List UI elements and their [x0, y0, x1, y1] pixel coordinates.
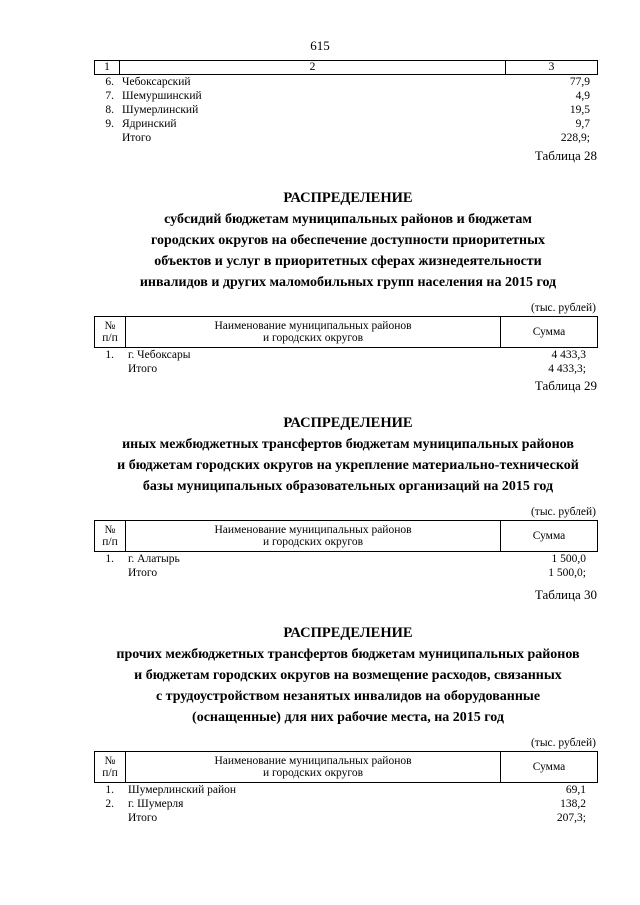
table-header [94, 751, 598, 783]
row-name: Ядринский [122, 118, 177, 130]
table-header [94, 316, 598, 348]
row-number: 8. [105, 104, 114, 116]
row-value: 1 500,0 [551, 553, 586, 565]
row-name: Итого [128, 812, 158, 824]
table-row-total [94, 566, 598, 580]
table-title [80, 413, 616, 497]
row-name: Шумерлинский [122, 104, 199, 116]
header-sum: Сумма [532, 326, 566, 338]
table-row [94, 797, 598, 811]
row-name: г. Чебоксары [128, 349, 191, 361]
table-header [94, 520, 598, 552]
row-value: 228,9; [560, 132, 590, 144]
title-line: базы муниципальных образовательных организаций на 2015 год [142, 479, 554, 494]
row-value: 207,3; [556, 812, 586, 824]
table-30 [94, 751, 598, 825]
header-name-line2: и городских округов [263, 536, 363, 548]
header-name-line1: Наименование муниципальных районов [214, 524, 412, 536]
row-name: г. Шумерля [128, 798, 184, 810]
table-row [94, 103, 598, 117]
table-number: Таблица 28 [534, 148, 597, 163]
header-num-line1: № [104, 320, 116, 332]
header-name [126, 317, 501, 347]
header-name-line1: Наименование муниципальных районов [214, 320, 412, 332]
row-value: 4 433,3; [548, 363, 586, 375]
page-number: 615 [310, 38, 330, 53]
header-num-line2: п/п [102, 332, 118, 344]
row-number: 2. [105, 798, 114, 810]
row-value: 138,2 [560, 798, 586, 810]
row-number [94, 566, 118, 580]
row-number: 7. [105, 90, 114, 102]
title-line: (оснащенные) для них рабочие места, на 2015 год [192, 710, 504, 725]
units-label: (тыс. рублей) [530, 737, 596, 749]
title-line: с трудоустройством незанятых инвалидов на оборудованные [155, 689, 541, 704]
header-num [95, 752, 126, 782]
row-name: Шумерлинский район [128, 784, 237, 796]
header-num-line2: п/п [102, 536, 118, 548]
header-cell: 3 [548, 61, 555, 73]
table-number: Таблица 29 [534, 378, 597, 393]
row-number [94, 362, 118, 376]
row-value: 9,7 [575, 118, 590, 130]
title-line: городских округов на обеспечение доступности приоритетных [150, 233, 546, 248]
header-name-line2: и городских округов [263, 767, 363, 779]
table-title [80, 623, 616, 728]
table-row-total [94, 131, 598, 145]
row-name: г. Алатырь [128, 553, 180, 565]
table-number: Таблица 30 [534, 587, 597, 602]
header-cell: 2 [120, 61, 506, 74]
header-name [126, 752, 501, 782]
title-line: субсидий бюджетам муниципальных районов и бюджетам [164, 212, 532, 227]
row-number [94, 131, 122, 145]
row-value: 69,1 [565, 784, 586, 796]
table-row-total [94, 362, 598, 376]
row-number: 1. [105, 553, 114, 565]
units-label: (тыс. рублей) [530, 506, 596, 518]
title-heading: РАСПРЕДЕЛЕНИЕ [283, 415, 413, 431]
header-num [95, 317, 126, 347]
row-number: 1. [105, 784, 114, 796]
table-row-total [94, 811, 598, 825]
units-label: (тыс. рублей) [530, 302, 596, 314]
header-name-line1: Наименование муниципальных районов [214, 755, 412, 767]
continuation-table [94, 60, 598, 145]
row-number: 1. [105, 349, 114, 361]
header-name [126, 521, 501, 551]
row-number [94, 811, 118, 825]
row-name: Чебоксарский [122, 76, 191, 88]
title-line: и бюджетам городских округов на укрепление материально-технической [117, 458, 579, 473]
header-name-line2: и городских округов [263, 332, 363, 344]
header-num-line1: № [104, 755, 116, 767]
row-value: 19,5 [569, 104, 590, 116]
row-name: Шемуршинский [122, 90, 202, 102]
row-value: 77,9 [569, 76, 590, 88]
table-row [94, 348, 598, 362]
row-name: Итого [128, 363, 158, 375]
title-line: объектов и услуг в приоритетных сферах жизнедеятельности [154, 254, 542, 269]
header-sum: Сумма [532, 761, 566, 773]
table-header [94, 60, 598, 75]
row-name: Итого [128, 567, 158, 579]
table-row [94, 552, 598, 566]
table-row [94, 117, 598, 131]
title-line: инвалидов и других маломобильных групп населения на 2015 год [139, 275, 557, 290]
title-line: иных межбюджетных трансфертов бюджетам муниципальных районов [122, 437, 574, 452]
header-cell: 1 [95, 61, 120, 74]
header-num-line2: п/п [102, 767, 118, 779]
table-row [94, 89, 598, 103]
title-heading: РАСПРЕДЕЛЕНИЕ [283, 190, 413, 206]
header-num-line1: № [104, 524, 116, 536]
table-row [94, 75, 598, 89]
header-sum: Сумма [532, 530, 566, 542]
table-row [94, 783, 598, 797]
table-28 [94, 316, 598, 376]
table-29 [94, 520, 598, 580]
row-number: 6. [105, 76, 114, 88]
header-num [95, 521, 126, 551]
row-value: 1 500,0; [548, 567, 586, 579]
title-line: прочих межбюджетных трансфертов бюджетам муниципальных районов [116, 647, 580, 662]
table-title [80, 188, 616, 293]
title-line: и бюджетам городских округов на возмещение расходов, связанных [134, 668, 562, 683]
row-number: 9. [105, 118, 114, 130]
row-value: 4,9 [575, 90, 590, 102]
row-value: 4 433,3 [551, 349, 586, 361]
title-heading: РАСПРЕДЕЛЕНИЕ [283, 625, 413, 641]
row-name: Итого [122, 132, 152, 144]
